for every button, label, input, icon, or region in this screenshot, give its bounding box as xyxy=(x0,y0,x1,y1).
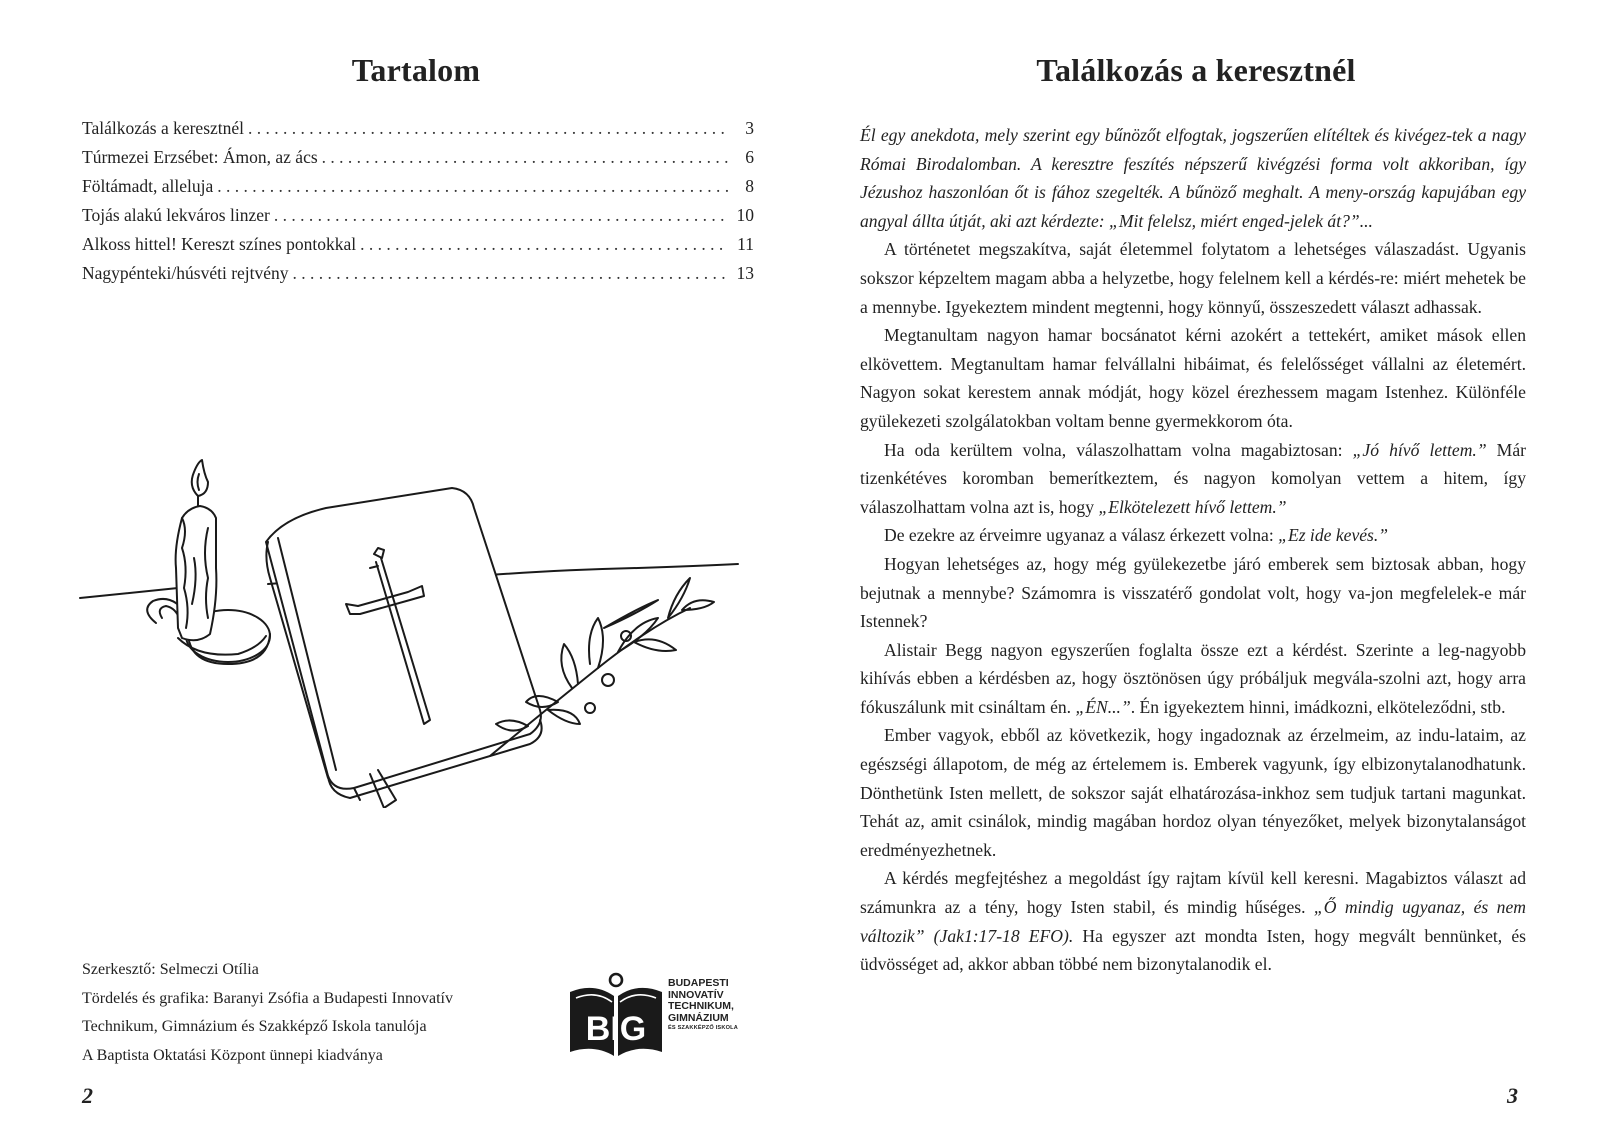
paragraph xyxy=(860,864,1526,978)
paragraph-text: Alistair Begg nagyon egyszerűen foglalta össze ezt a kérdést. Szerinte a leg-nagyobb kihívás ebben a kérdésben az, hogy ösztönösen úgy próbáljuk megvála-szolni azt, hogy arra fókuszálunk mit csináltam én. xyxy=(860,639,1526,717)
credits-block xyxy=(82,956,542,1070)
page-number: 3 xyxy=(1507,1083,1518,1108)
toc-leader-dots xyxy=(274,205,728,226)
toc-entry[interactable] xyxy=(82,234,754,263)
credit-layout: Tördelés és grafika: Baranyi Zsófia a Budapesti Innovatív xyxy=(82,989,453,1007)
logo-small-line: ÉS SZAKKÉPZŐ ISKOLA xyxy=(668,1025,738,1031)
paragraph: Hogyan lehetséges az, hogy még gyülekezetbe járó emberek sem biztosak abban, hogy bejutnak a mennybe? Számomra is visszatérő gondolat volt, hogy va-jon megfelelek-e már Istennek? xyxy=(860,553,1526,632)
flame-icon xyxy=(192,460,208,496)
big-school-logo xyxy=(568,972,758,1062)
paragraph-text: Ha oda kerültem volna, válaszolhattam volna magabiztosan: xyxy=(884,439,1353,460)
bible-icon xyxy=(266,488,542,808)
toc-entry-page: 6 xyxy=(745,147,754,167)
paragraph-text: De ezekre az érveimre ugyanaz a válasz érkezett volna: xyxy=(884,525,1279,546)
paragraph-text: Már tizenkétéves koromban bemerítkeztem, és nagyon komolyan vettem a hitem, így válaszolhattam volna azt is, hogy xyxy=(860,439,1526,517)
toc-entry-page: 11 xyxy=(737,234,754,254)
big-logo-mark-icon xyxy=(568,972,664,1062)
article-title: Találkozás a keresztnél xyxy=(1036,52,1356,88)
toc-entry-title: Alkoss hittel! Kereszt színes pontokkal xyxy=(82,234,357,254)
toc-entry[interactable] xyxy=(82,263,754,292)
toc-entry-title: Túrmezei Erzsébet: Ámon, az ács xyxy=(82,147,318,167)
article-lead: Él egy anekdota, mely szerint egy bűnözőt elfogtak, jogszerűen elítéltek és kivégez-tek a nagy Római Birodalomban. A keresztre feszítés népszerű kivégzési forma volt akkoriban, így Jézushoz haszonlóan őt is fához szegelték. A bűnöző meghalt. A meny-ország kapujában egy angyal állta útját, aki azt kérdezte: „Mit felelsz, miért enged-jelek át?”... xyxy=(860,125,1526,231)
paragraph: Megtanultam nagyon hamar bocsánatot kérni azokért a tettekért, amiket mások ellen elkövettem. Megtanultam hamar felvállalni hibáimat, és felelősséget vállalni az életemért. Nagyon sokat kerestem annak módját, hogy közel érezhessem magam Istenhez. Különféle gyülekezeti szolgálatokban voltam benne gyermekkorom óta. xyxy=(860,325,1526,431)
toc-leader-dots xyxy=(322,147,728,168)
toc-entry-page: 3 xyxy=(745,118,754,138)
logo-line: BUDAPESTI xyxy=(668,977,729,989)
logo-line: INNOVATÍV xyxy=(668,988,724,1001)
paragraph-text: Ha egyszer azt mondta Isten, hogy megvált bennünket, és üdvösséget ad, akkor abban többé nem bizonytalanodik el. xyxy=(860,925,1526,975)
logo-line: TECHNIKUM, xyxy=(668,1000,734,1012)
credit-editor: Szerkesztő: Selmeczi Otília xyxy=(82,961,259,978)
toc-leader-dots xyxy=(248,118,728,139)
paragraph xyxy=(860,521,1526,550)
quote: „Ez ide kevés.” xyxy=(1278,525,1389,546)
toc-entry-title: Föltámadt, alleluja xyxy=(82,176,214,196)
quote: „Jó hívő lettem.” xyxy=(1352,439,1487,460)
article-body xyxy=(860,121,1526,979)
toc-entry[interactable] xyxy=(82,176,754,205)
toc-entry-page: 13 xyxy=(736,263,754,283)
toc-leader-dots xyxy=(293,263,728,284)
toc-entry[interactable] xyxy=(82,147,754,176)
table-of-contents xyxy=(82,118,754,292)
logo-line: GIMNÁZIUM xyxy=(668,1011,729,1024)
quote: „Elkötelezett hívő lettem.” xyxy=(1098,496,1287,517)
paragraph-text: A kérdés megfejtéshez a megoldást így rajtam kívül kell keresni. Magabiztos választ ad számunkra az a tény, hogy Isten stabil, és mindig hűséges. xyxy=(860,868,1526,918)
credit-publisher: A Baptista Oktatási Központ ünnepi kiadványa xyxy=(82,1046,383,1064)
paragraph: A történetet megszakítva, saját életemmel folytatom a lehetséges válaszadást. Ugyanis sokszor képzeltem magam abba a helyzetbe, hogy felelnem kell a kérdés-re: miért mehetek be a mennybe. Igyekeztem mindent megtenni, hogy könnyű, összeszedett választ adhassak. xyxy=(860,239,1526,317)
right-page xyxy=(800,0,1600,1135)
paragraph xyxy=(860,636,1526,722)
toc-title: Tartalom xyxy=(351,52,481,88)
toc-entry[interactable] xyxy=(82,205,754,234)
page-number: 2 xyxy=(82,1083,93,1108)
logo-wordmark xyxy=(668,978,738,1032)
toc-entry-title: Tojás alakú lekváros linzer xyxy=(82,205,270,225)
candle-bible-olive-illustration xyxy=(78,458,758,808)
logo-mark-text: BIG xyxy=(585,1010,647,1048)
paragraph: Ember vagyok, ebből az következik, hogy ingadoznak az érzelmeim, az indu-lataim, az egészségi állapotom, de még az értelemem is. Emberek vagyunk, így elbizonytalanodhatunk. Dönthetünk Isten mellett, de sokszor saját elhatározása-inkhoz sem tudjuk tartani magunkat. Tehát az, amit csinálok, mindig magában hordoz olyan tényezőket, melyek bizonytalanságot eredményezhetnek. xyxy=(860,725,1526,860)
toc-entry-title: Nagypénteki/húsvéti rejtvény xyxy=(82,263,289,283)
toc-entry-title: Találkozás a keresztnél xyxy=(82,118,245,138)
paragraph-text: . Én igyekeztem hinni, imádkozni, elköteleződni, stb. xyxy=(1130,696,1506,717)
toc-entry[interactable] xyxy=(82,118,754,147)
quote: „Ő mindig ugyanaz, és nem változik” (Jak1:17-18 EFO). xyxy=(860,897,1526,946)
toc-leader-dots xyxy=(360,234,728,255)
toc-entry-page: 10 xyxy=(736,205,754,225)
credit-layout-continued: Technikum, Gimnázium és Szakképző Iskola tanulója xyxy=(82,1018,427,1035)
toc-leader-dots xyxy=(217,176,728,197)
paragraph xyxy=(860,436,1526,522)
toc-entry-page: 8 xyxy=(745,176,754,196)
quote: „ÉN...” xyxy=(1075,696,1131,717)
candle-holder-icon xyxy=(147,460,270,664)
